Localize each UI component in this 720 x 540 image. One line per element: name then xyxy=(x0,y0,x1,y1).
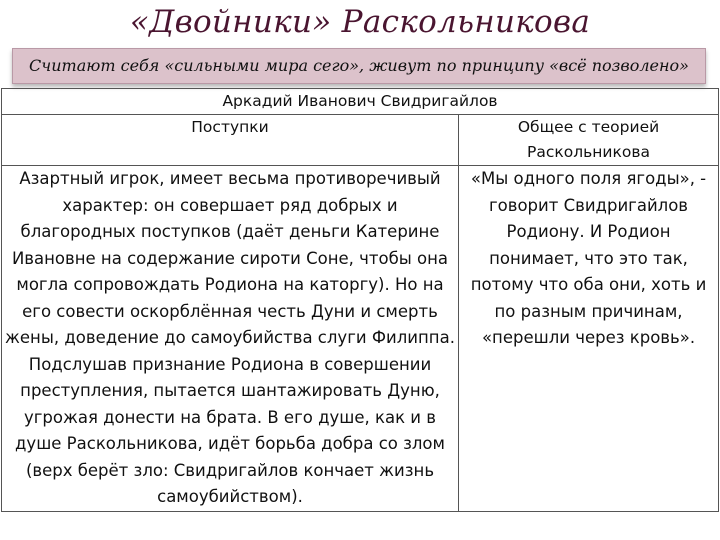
common-cell xyxy=(459,166,719,512)
column-header-deeds xyxy=(2,115,459,166)
column-header-common-label: Общее с теорией Раскольникова xyxy=(517,118,660,161)
column-header-common xyxy=(459,115,719,166)
character-table xyxy=(1,88,719,512)
deeds-cell xyxy=(2,166,459,512)
subtitle-banner: Считают себя «сильными мира сего», живут по принципу «всё позволено» xyxy=(12,48,706,84)
character-name: Аркадий Иванович Свидригайлов xyxy=(222,92,498,110)
table-header-row xyxy=(2,115,719,166)
common-text: «Мы одного поля ягоды», - говорит Свидригайлов Родиону. И Родион понимает, что это так, потому что оба они, хоть и по разным причинам, «перешли через кровь». xyxy=(470,169,707,347)
table-row xyxy=(2,166,719,512)
deeds-text: Азартный игрок, имеет весьма противоречивый характер: он совершает ряд добрых и благородных поступков (даёт деньги Катерине Ивановне на содержание сироти Соне, чтобы она могла сопровождать Родиона на каторгу). Но на его совести оскорблённая честь Дуни и смерть жены, доведение до самоубийства слуги Филиппа. Подслушав признание Родиона в совершении преступления, пытается шантажировать Дуню, угрожая донести на брата. В его душе, как и в душе Раскольникова, идёт борьба добра со злом (верх берёт зло: Свидригайлов кончает жизнь самоубийством). xyxy=(5,169,455,506)
slide-title: «Двойники» Раскольникова xyxy=(129,4,591,40)
column-header-deeds-label: Поступки xyxy=(191,118,269,136)
table-title-row xyxy=(2,89,719,115)
character-name-cell xyxy=(2,89,719,115)
